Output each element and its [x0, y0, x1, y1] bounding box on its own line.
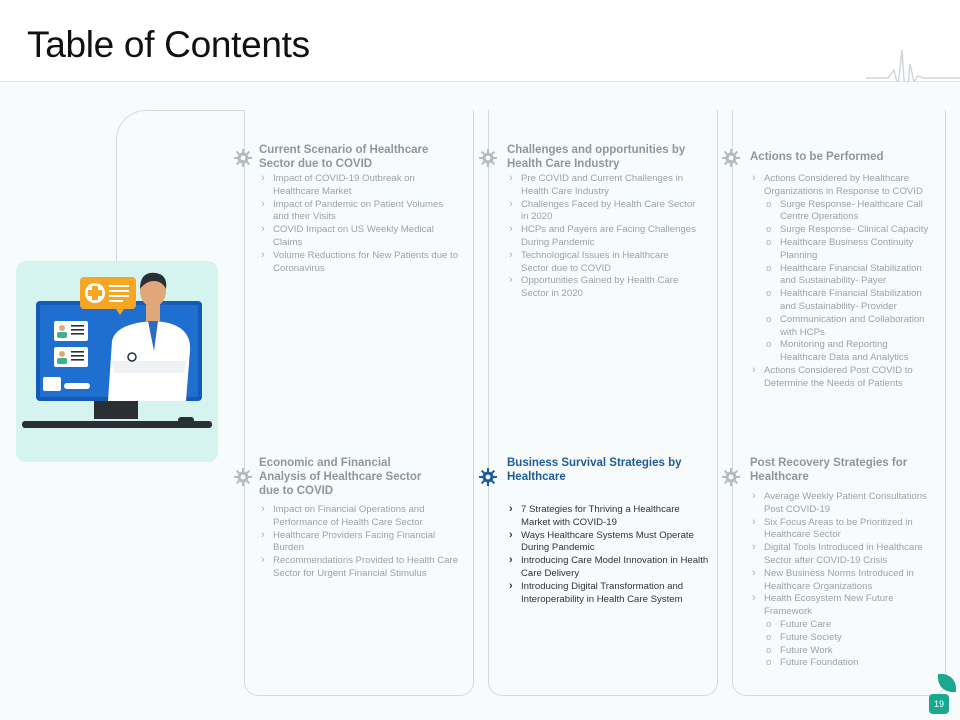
list-item[interactable]: › Pre COVID and Current Challenges in Health Care Industry [507, 173, 697, 199]
section-title[interactable]: Business Survival Strategies by Healthcare [507, 457, 682, 483]
section-items [259, 504, 459, 581]
list-subitem[interactable]: o Healthcare Financial Stabilization and Sustainability- Payer [750, 263, 934, 289]
section-items [507, 173, 697, 301]
section-items [507, 504, 709, 606]
page-number: 19 [929, 694, 949, 714]
list-item[interactable]: › Volume Reductions for New Patients due to Coronavirus [259, 250, 459, 276]
list-item[interactable]: › New Business Norms Introduced in Healthcare Organizations [750, 568, 934, 594]
list-subitem[interactable]: o Healthcare Business Continuity Planning [750, 237, 934, 263]
list-item[interactable]: › Impact on Financial Operations and Performance of Health Care Sector [259, 504, 459, 530]
section-title[interactable]: Challenges and opportunities by Health Care Industry [507, 144, 686, 170]
list-item[interactable]: › Impact of Pandemic on Patient Volumes and their Visits [259, 199, 459, 225]
list-item[interactable]: › 7 Strategies for Thriving a Healthcare Market with COVID-19 [507, 504, 709, 530]
section-title[interactable]: Economic and Financial Analysis of Healthcare Sector due to COVID [259, 457, 422, 497]
list-item[interactable]: › Ways Healthcare Systems Must Operate During Pandemic [507, 530, 709, 556]
list-subitem[interactable]: o Future Society [750, 632, 934, 645]
gear-icon [234, 468, 252, 486]
list-item[interactable]: › Healthcare Providers Facing Financial Burden [259, 530, 459, 556]
list-subitem[interactable]: o Healthcare Financial Stabilization and Sustainability- Provider [750, 288, 934, 314]
list-subitem[interactable]: o Future Care [750, 619, 934, 632]
list-item[interactable]: › HCPs and Payers are Facing Challenges During Pandemic [507, 224, 697, 250]
list-subitem[interactable]: o Surge Response- Healthcare Call Centre Operations [750, 199, 934, 225]
list-item[interactable]: › Recommendations Provided to Health Care Sector for Urgent Financial Stimulus [259, 555, 459, 581]
list-item[interactable]: › Actions Considered Post COVID to Determine the Needs of Patients [750, 365, 934, 391]
list-subitem[interactable]: o Future Foundation [750, 657, 934, 670]
connector-line [116, 110, 244, 262]
list-subitem[interactable]: o Surge Response- Clinical Capacity [750, 224, 934, 237]
list-item[interactable]: › Six Focus Areas to be Prioritized in Healthcare Sector [750, 517, 934, 543]
gear-icon [479, 468, 497, 486]
list-item[interactable]: › Challenges Faced by Health Care Sector in 2020 [507, 199, 697, 225]
list-item[interactable]: › Impact of COVID-19 Outbreak on Healthcare Market [259, 173, 459, 199]
list-subitem[interactable]: o Future Work [750, 645, 934, 658]
page-title: Table of Contents [27, 24, 310, 65]
list-item[interactable]: › Opportunities Gained by Health Care Sector in 2020 [507, 275, 697, 301]
list-subitem[interactable]: o Monitoring and Reporting Healthcare Data and Analytics [750, 339, 934, 365]
section-title[interactable]: Actions to be Performed [750, 151, 884, 163]
list-item[interactable]: › Actions Considered by Healthcare Organizations in Response to COVID [750, 173, 934, 199]
list-item[interactable]: › COVID Impact on US Weekly Medical Claims [259, 224, 459, 250]
section-items [750, 491, 934, 670]
gear-icon [722, 149, 740, 167]
patient-card-icon [54, 321, 88, 341]
section-items [750, 173, 934, 391]
list-item[interactable]: › Introducing Digital Transformation and Interoperability in Health Care System [507, 581, 709, 607]
gear-icon [479, 149, 497, 167]
list-item[interactable]: › Digital Tools Introduced in Healthcare Sector after COVID-19 Crisis [750, 542, 934, 568]
section-title[interactable]: Post Recovery Strategies for Healthcare [750, 457, 908, 483]
list-subitem[interactable]: o Communication and Collaboration with HCPs [750, 314, 934, 340]
list-item[interactable]: › Introducing Care Model Innovation in Health Care Delivery [507, 555, 709, 581]
list-item[interactable]: › Health Ecosystem New Future Framework [750, 593, 934, 619]
section-items [259, 173, 459, 275]
section-title[interactable]: Current Scenario of Healthcare Sector due to COVID [259, 144, 429, 170]
header-bar [0, 0, 960, 82]
list-item[interactable]: › Technological Issues in Healthcare Sector due to COVID [507, 250, 697, 276]
gear-icon [722, 468, 740, 486]
gear-icon [234, 149, 252, 167]
list-item[interactable]: › Average Weekly Patient Consultations Post COVID-19 [750, 491, 934, 517]
doctor-monitor-illustration [16, 261, 218, 462]
